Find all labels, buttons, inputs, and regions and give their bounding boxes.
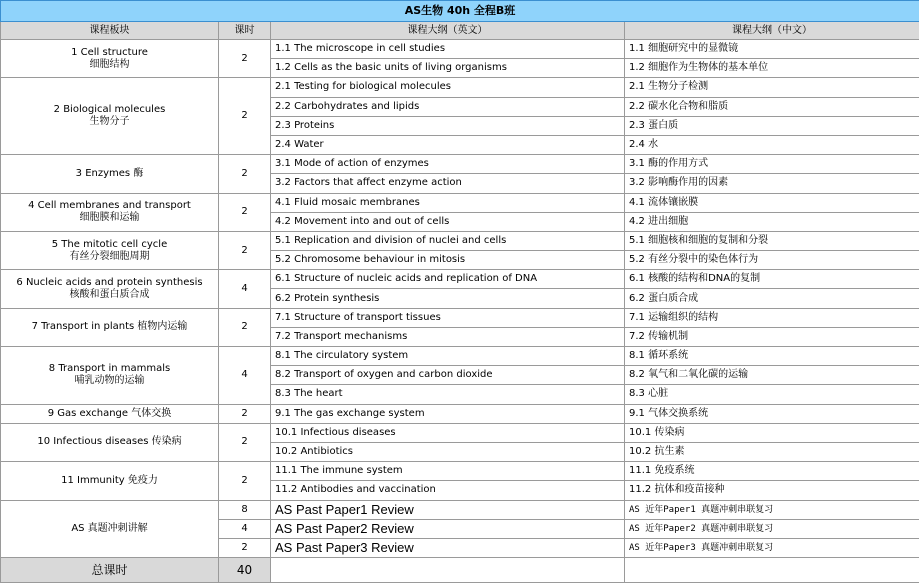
topic-en: 2.2 Carbohydrates and lipids	[271, 97, 625, 116]
section-cell	[1, 40, 219, 78]
total-blank-en	[271, 558, 625, 583]
topic-en: 2.3 Proteins	[271, 116, 625, 135]
section-name-zh: 有丝分裂细胞周期	[69, 250, 150, 262]
section-name-zh: 生物分子	[89, 116, 130, 128]
review-zh: AS 近年Paper2 真题冲刺串联复习	[625, 519, 919, 538]
topic-en: 5.1 Replication and division of nuclei and cells	[271, 231, 625, 250]
section-hours: 4	[219, 270, 271, 308]
section-cell	[1, 231, 219, 269]
table-body	[1, 40, 919, 583]
topic-zh: 6.1 核酸的结构和DNA的复制	[625, 270, 919, 289]
table-row	[1, 78, 919, 97]
topic-zh: 9.1 气体交换系统	[625, 404, 919, 423]
table-row	[1, 193, 919, 212]
header-row	[1, 22, 919, 40]
topic-zh: 2.1 生物分子检测	[625, 78, 919, 97]
section-name-en: 7 Transport in plants 植物内运输	[31, 321, 188, 333]
topic-en: 4.2 Movement into and out of cells	[271, 212, 625, 231]
section-name-en: 10 Infectious diseases 传染病	[37, 436, 182, 448]
header-english: 课程大纲（英文）	[271, 22, 625, 40]
review-en: AS Past Paper1 Review	[271, 500, 625, 519]
section-hours: 4	[219, 347, 271, 405]
review-zh: AS 近年Paper1 真题冲刺串联复习	[625, 500, 919, 519]
topic-en: 8.3 The heart	[271, 385, 625, 404]
review-section-cell: AS 真题冲刺讲解	[1, 500, 219, 558]
section-cell	[1, 155, 219, 193]
topic-en: 2.4 Water	[271, 135, 625, 154]
topic-zh: 4.1 流体镶嵌膜	[625, 193, 919, 212]
total-label: 总课时	[1, 558, 219, 583]
section-cell	[1, 423, 219, 461]
table-row	[1, 423, 919, 442]
table-row	[1, 155, 919, 174]
section-name-en: 11 Immunity 免疫力	[61, 474, 158, 486]
topic-zh: 8.3 心脏	[625, 385, 919, 404]
topic-zh: 7.2 传输机制	[625, 327, 919, 346]
section-hours: 2	[219, 40, 271, 78]
topic-en: 6.1 Structure of nucleic acids and replication of DNA	[271, 270, 625, 289]
section-name-en: 1 Cell structure	[71, 46, 148, 58]
section-cell	[1, 193, 219, 231]
topic-zh: 11.2 抗体和疫苗接种	[625, 481, 919, 500]
section-name-zh: 细胞结构	[89, 58, 130, 70]
total-value: 40	[219, 558, 271, 583]
topic-en: 1.1 The microscope in cell studies	[271, 40, 625, 59]
topic-en: 7.1 Structure of transport tissues	[271, 308, 625, 327]
section-hours: 2	[219, 404, 271, 423]
table-row	[1, 308, 919, 327]
section-cell	[1, 78, 219, 155]
section-hours: 2	[219, 308, 271, 346]
topic-en: 7.2 Transport mechanisms	[271, 327, 625, 346]
table-row	[1, 462, 919, 481]
table-row	[1, 231, 919, 250]
table-row	[1, 40, 919, 59]
topic-zh: 2.2 碳水化合物和脂质	[625, 97, 919, 116]
topic-en: 11.1 The immune system	[271, 462, 625, 481]
section-name-en: 9 Gas exchange 气体交换	[47, 407, 172, 419]
topic-en: 10.1 Infectious diseases	[271, 423, 625, 442]
section-hours: 2	[219, 155, 271, 193]
topic-zh: 8.1 循环系统	[625, 347, 919, 366]
section-name-en: 5 The mitotic cell cycle	[51, 238, 168, 250]
table-row	[1, 347, 919, 366]
section-hours: 2	[219, 423, 271, 461]
review-row	[1, 500, 919, 519]
table-title: AS生物 40h 全程B班	[1, 1, 919, 22]
topic-zh: 2.3 蛋白质	[625, 116, 919, 135]
topic-en: 1.2 Cells as the basic units of living organisms	[271, 59, 625, 78]
total-row	[1, 558, 919, 583]
topic-zh: 1.2 细胞作为生物体的基本单位	[625, 59, 919, 78]
review-zh: AS 近年Paper3 真题冲刺串联复习	[625, 538, 919, 557]
topic-zh: 4.2 进出细胞	[625, 212, 919, 231]
section-cell	[1, 270, 219, 308]
topic-zh: 6.2 蛋白质合成	[625, 289, 919, 308]
topic-zh: 3.2 影响酶作用的因素	[625, 174, 919, 193]
section-hours: 2	[219, 193, 271, 231]
section-cell	[1, 462, 219, 500]
topic-zh: 3.1 酶的作用方式	[625, 155, 919, 174]
section-cell	[1, 404, 219, 423]
review-hours: 2	[219, 538, 271, 557]
section-name-zh: 细胞膜和运输	[79, 212, 140, 224]
section-cell	[1, 347, 219, 405]
topic-zh: 1.1 细胞研究中的显微镜	[625, 40, 919, 59]
review-hours: 4	[219, 519, 271, 538]
topic-en: 9.1 The gas exchange system	[271, 404, 625, 423]
topic-en: 11.2 Antibodies and vaccination	[271, 481, 625, 500]
section-hours: 2	[219, 231, 271, 269]
section-name-en: 6 Nucleic acids and protein synthesis	[16, 276, 203, 288]
review-en: AS Past Paper2 Review	[271, 519, 625, 538]
header-hours: 课时	[219, 22, 271, 40]
table-row	[1, 270, 919, 289]
topic-zh: 7.1 运输组织的结构	[625, 308, 919, 327]
topic-zh: 10.2 抗生素	[625, 442, 919, 461]
topic-zh: 10.1 传染病	[625, 423, 919, 442]
topic-en: 5.2 Chromosome behaviour in mitosis	[271, 251, 625, 270]
table-row	[1, 404, 919, 423]
topic-en: 3.1 Mode of action of enzymes	[271, 155, 625, 174]
total-blank-zh	[625, 558, 919, 583]
topic-en: 8.1 The circulatory system	[271, 347, 625, 366]
topic-en: 10.2 Antibiotics	[271, 442, 625, 461]
topic-zh: 2.4 水	[625, 135, 919, 154]
section-name-en: 8 Transport in mammals	[48, 363, 171, 375]
topic-zh: 5.2 有丝分裂中的染色体行为	[625, 251, 919, 270]
topic-en: 3.2 Factors that affect enzyme action	[271, 174, 625, 193]
section-cell	[1, 308, 219, 346]
topic-en: 2.1 Testing for biological molecules	[271, 78, 625, 97]
section-name-en: 2 Biological molecules	[53, 104, 166, 116]
section-name-en: 4 Cell membranes and transport	[28, 200, 191, 212]
header-chinese: 课程大纲（中文）	[625, 22, 919, 40]
topic-en: 6.2 Protein synthesis	[271, 289, 625, 308]
topic-en: 8.2 Transport of oxygen and carbon dioxide	[271, 366, 625, 385]
topic-en: 4.1 Fluid mosaic membranes	[271, 193, 625, 212]
section-name-zh: 核酸和蛋白质合成	[69, 288, 150, 300]
section-name-zh: 哺乳动物的运输	[74, 375, 145, 387]
review-hours: 8	[219, 500, 271, 519]
topic-zh: 8.2 氧气和二氧化碳的运输	[625, 366, 919, 385]
section-hours: 2	[219, 78, 271, 155]
review-en: AS Past Paper3 Review	[271, 538, 625, 557]
section-name-en: 3 Enzymes 酶	[75, 167, 144, 179]
topic-zh: 5.1 细胞核和细胞的复制和分裂	[625, 231, 919, 250]
header-section: 课程板块	[1, 22, 219, 40]
section-hours: 2	[219, 462, 271, 500]
topic-zh: 11.1 免疫系统	[625, 462, 919, 481]
